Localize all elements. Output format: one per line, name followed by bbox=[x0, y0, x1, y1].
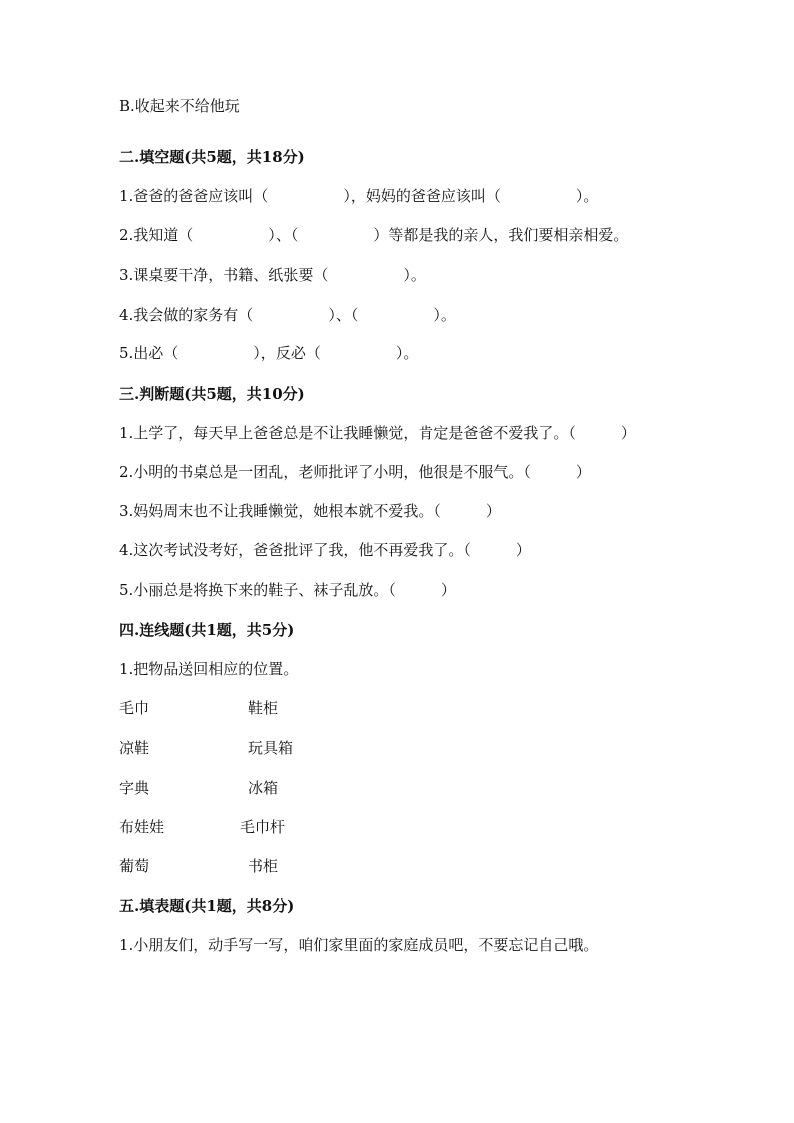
section4-title: 四.连线题(共1题，共5分) bbox=[119, 621, 295, 639]
match-left-5: 葡萄 bbox=[119, 857, 150, 875]
match-right-2: 玩具箱 bbox=[248, 739, 294, 757]
fill-question-3: 3.课桌要干净，书籍、纸张要（ ）。 bbox=[119, 266, 426, 284]
match-right-3: 冰箱 bbox=[248, 779, 279, 797]
judge-question-3: 3.妈妈周末也不让我睡懒觉，她根本就不爱我。（ ） bbox=[119, 502, 501, 520]
fill-question-4: 4.我会做的家务有（ ）、（ ）。 bbox=[119, 306, 456, 324]
section5-title: 五.填表题(共1题，共8分) bbox=[119, 897, 295, 915]
judge-question-1: 1.上学了，每天早上爸爸总是不让我睡懒觉，肯定是爸爸不爱我了。（ ） bbox=[119, 424, 636, 442]
match-left-4: 布娃娃 bbox=[119, 818, 165, 836]
match-right-5: 书柜 bbox=[248, 857, 279, 875]
match-right-4: 毛巾杆 bbox=[240, 818, 286, 836]
match-left-1: 毛巾 bbox=[119, 699, 150, 717]
judge-question-4: 4.这次考试没考好，爸爸批评了我，他不再爱我了。（ ） bbox=[119, 541, 531, 559]
section2-title: 二.填空题(共5题，共18分) bbox=[119, 148, 305, 166]
match-left-2: 凉鞋 bbox=[119, 739, 150, 757]
judge-question-2: 2.小明的书桌总是一团乱，老师批评了小明，他很是不服气。（ ） bbox=[119, 463, 591, 481]
match-left-3: 字典 bbox=[119, 779, 150, 797]
match-right-1: 鞋柜 bbox=[248, 699, 279, 717]
option-b: B.收起来不给他玩 bbox=[119, 97, 240, 115]
fill-question-5: 5.出必（ ），反必（ ）。 bbox=[119, 344, 419, 362]
judge-question-5: 5.小丽总是将换下来的鞋子、袜子乱放。（ ） bbox=[119, 581, 456, 599]
section3-title: 三.判断题(共5题，共10分) bbox=[119, 385, 305, 403]
table-question: 1.小朋友们，动手写一写，咱们家里面的家庭成员吧，不要忘记自己哦。 bbox=[119, 936, 599, 954]
match-question: 1.把物品送回相应的位置。 bbox=[119, 660, 299, 678]
fill-question-1: 1.爸爸的爸爸应该叫（ ），妈妈的爸爸应该叫（ ）。 bbox=[119, 187, 599, 205]
fill-question-2: 2.我知道（ ）、（ ）等都是我的亲人，我们要相亲相爱。 bbox=[119, 226, 629, 244]
